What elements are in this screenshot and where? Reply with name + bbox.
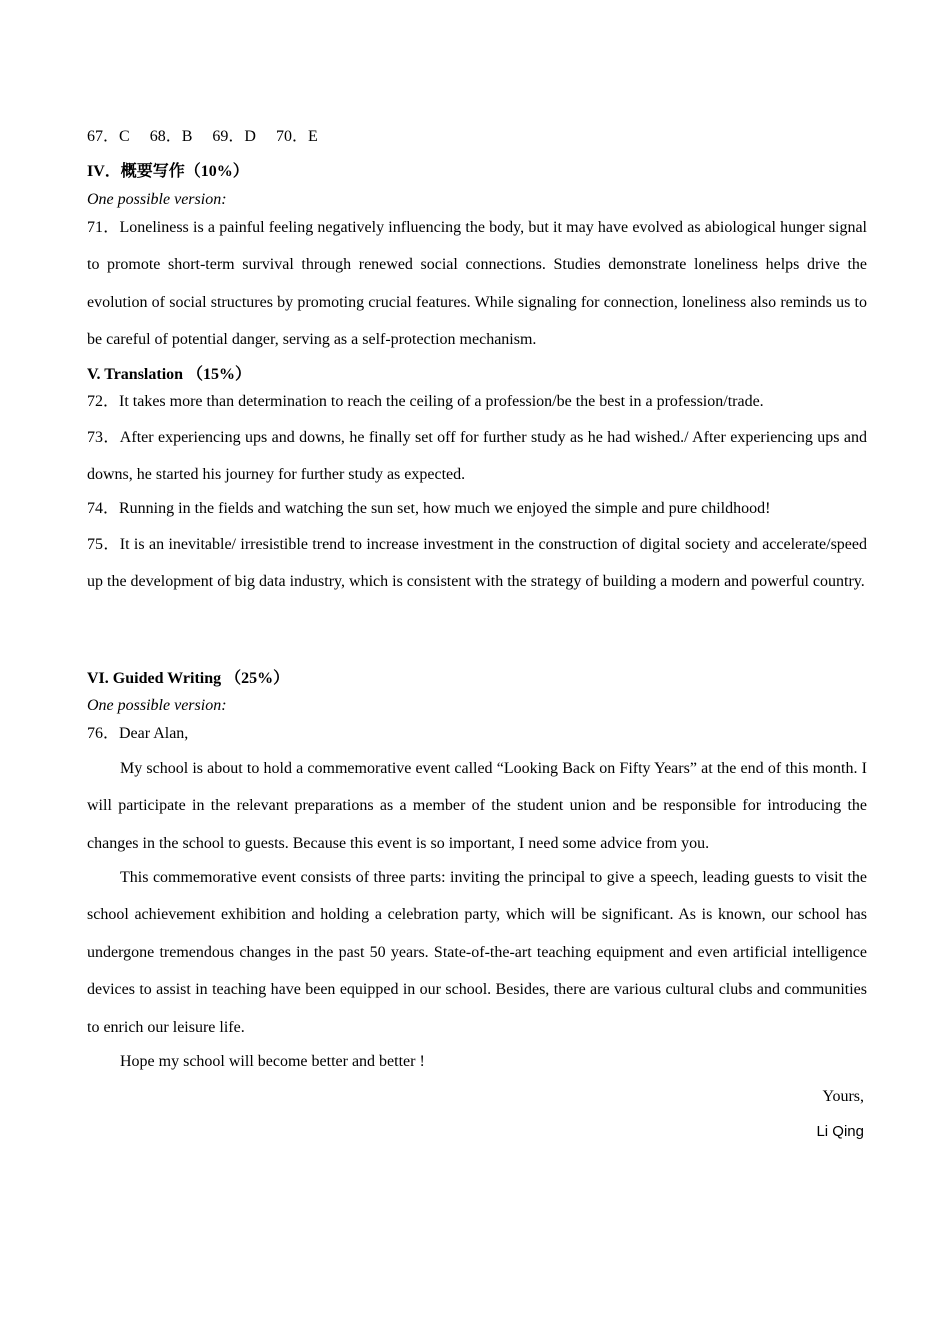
answer-70: 70．E [275,128,318,145]
letter-greeting: 76．Dear Alan, [87,725,189,742]
section-4-subheading: One possible version: [87,191,227,208]
letter-paragraph-2: This commemorative event consists of three parts: inviting the principal to give a speech, leading guests to visit the school achievement exhibition and holding a celebration party, which will be significant. As is known, our school has undergone tremendous changes in the past 50 years. State-of-the-art teaching equipment and even artificial intelligence devices to assist in teaching have been equipped in our school. Besides, there are various cultural clubs and communities to enrich our leisure life. [87,869,867,1036]
letter-closing: Yours, [822,1088,864,1105]
answer-73: 73．After experiencing ups and downs, he finally set off for further study as he had wished./ After experiencing ups and downs, he started his journey for further study as expected. [87,429,867,484]
answer-74: 74．Running in the fields and watching the sun set, how much we enjoyed the simple and pure childhood! [87,500,771,517]
section-6-subheading: One possible version: [87,697,227,714]
answer-68: 68．B [149,128,193,145]
letter-signature: Li Qing [816,1123,864,1140]
answer-67: 67．C [87,128,130,145]
letter-paragraph-3: Hope my school will become better and better ! [120,1053,425,1070]
section-5-heading: V. Translation （15%） [87,366,252,383]
section-4-heading: IV．概要写作（10%） [87,163,249,180]
answer-69: 69．D [212,128,256,145]
answer-71: 71．Loneliness is a painful feeling negatively influencing the body, but it may have evolved as abiological hunger signal to promote short-term survival through renewed social connections. Studies demonstrate loneliness helps drive the evolution of social structures by promoting crucial features. While signaling for connection, loneliness also reminds us to be careful of potential danger, serving as a self-protection mechanism. [87,219,867,349]
answer-72: 72．It takes more than determination to reach the ceiling of a profession/be the best in a profession/trade. [87,393,764,410]
answer-75: 75．It is an inevitable/ irresistible trend to increase investment in the construction of digital society and accelerate/speed up the development of big data industry, which is consistent with the strategy of building a modern and powerful country. [87,536,868,591]
section-6-heading: VI. Guided Writing （25%） [87,670,290,687]
letter-paragraph-1: My school is about to hold a commemorative event called “Looking Back on Fifty Years” at the end of this month. I will participate in the relevant preparations as a member of the student union and be responsible for introducing the changes in the school to guests. Because this event is so important, I need some advice from you. [87,760,867,852]
answer-key-line [87,118,867,155]
